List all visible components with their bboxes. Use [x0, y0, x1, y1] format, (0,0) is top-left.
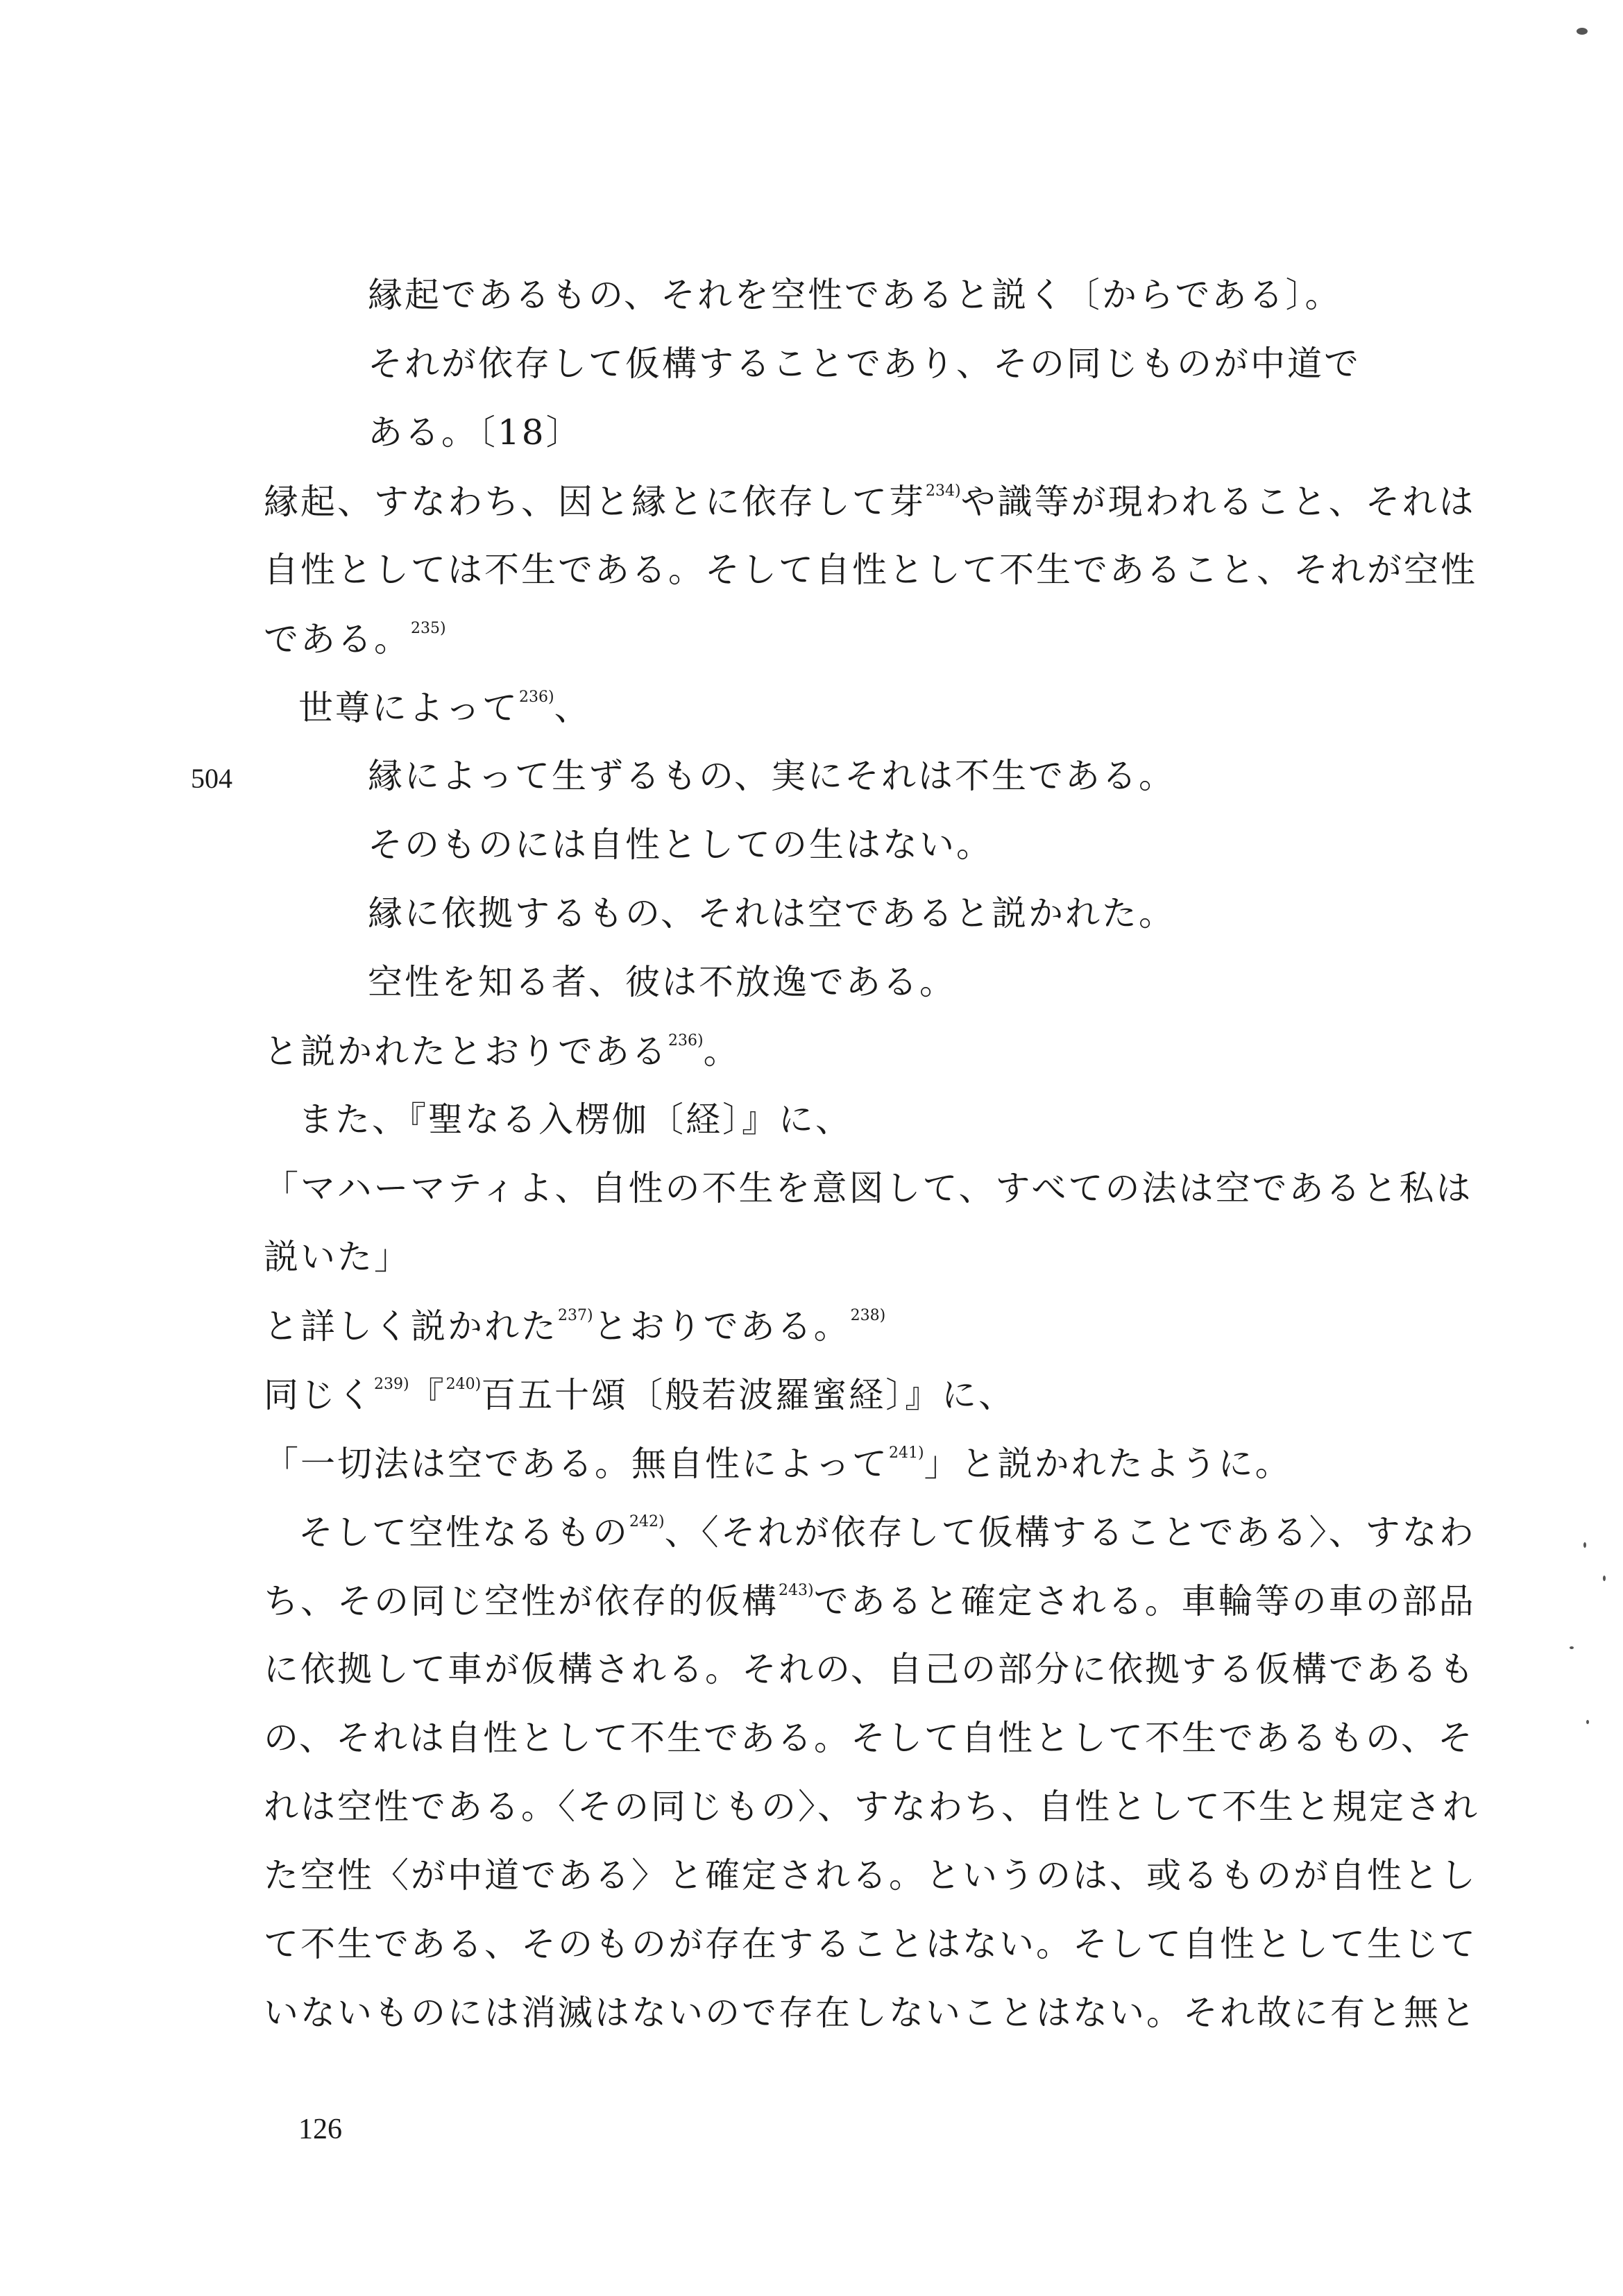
lankavatara-quote-line-2: 説いた」 [264, 1237, 411, 1277]
footnote-ref-240: 240) [445, 1376, 482, 1393]
margin-reference-number: 504 [191, 763, 232, 794]
sutra-intro-line: 同じく$^{239)}$『$^{240)}$百五十頌〔般若波羅蜜経〕』に、 [264, 1375, 1016, 1415]
commentary-line-3: である。$^{235)}$ [264, 619, 446, 659]
paragraph-line-1: そして空性なるもの$^{242)}$、〈それが依存して仮構することである〉、すなわ [298, 1512, 1476, 1553]
commentary-line-2: 自性としては不生である。そして自性として不生であること、それが空性 [264, 550, 1477, 590]
sutra-quote-line: 「一切法は空である。無自性によって$^{241)}$」と説かれたように。 [264, 1444, 1292, 1484]
footnote-ref-235: 235) [411, 620, 446, 637]
paragraph-line-7: て不生である、そのものが存在することはない。そして自性として生じて [264, 1924, 1477, 1964]
quote-close-line: と説かれたとおりである$^{236)}$。 [264, 1031, 740, 1072]
verse-line-2: それが依存して仮構することであり、その同じものが中道で [368, 344, 1361, 384]
quoted-verse-line-1: 縁によって生ずるもの、実にそれは不生である。 [368, 756, 1175, 796]
scan-speck [1577, 28, 1588, 35]
page-number: 126 [298, 2113, 342, 2145]
paragraph-line-5: れは空性である。〈その同じもの〉、すなわち、自性として不生と規定され [264, 1787, 1479, 1827]
footnote-ref-243: 243) [779, 1582, 814, 1599]
commentary-line-1: 縁起、すなわち、因と縁とに依存して芽$^{234)}$や識等が現われること、それは [264, 482, 1476, 522]
footnote-ref-234: 234) [926, 482, 961, 500]
lankavatara-close-line: と詳しく説かれた$^{237)}$とおりである。$^{238)}$ [264, 1306, 886, 1347]
scan-speck [1583, 1542, 1586, 1548]
scan-speck [1570, 1646, 1574, 1649]
lankavatara-intro-line: また、『聖なる入楞伽〔経〕』に、 [298, 1099, 852, 1140]
quoted-verse-line-4: 空性を知る者、彼は不放逸である。 [368, 962, 956, 1002]
footnote-ref-241: 241) [889, 1444, 924, 1462]
footnote-ref-239: 239) [374, 1376, 409, 1393]
paragraph-line-4: の、それは自性として不生である。そして自性として不生であるもの、そ [264, 1718, 1475, 1758]
footnote-ref-237: 237) [558, 1307, 593, 1324]
scan-speck [1603, 1576, 1606, 1581]
paragraph-line-8: いないものには消滅はないので存在しないことはない。それ故に有と無と [264, 1993, 1477, 2033]
paragraph-line-6: た空性〈が中道である〉と確定される。というのは、或るものが自性とし [264, 1855, 1477, 1896]
verse-line-1: 縁起であるもの、それを空性であると説く〔からである〕。 [368, 275, 1342, 315]
paragraph-line-3: に依拠して車が仮構される。それの、自己の部分に依拠する仮構であるも [264, 1649, 1476, 1689]
footnote-ref-242: 242) [629, 1513, 665, 1530]
scan-speck [1586, 1720, 1589, 1724]
footnote-ref-238: 238) [850, 1307, 886, 1324]
quote-intro-line: 世尊によって$^{236)}$、 [298, 688, 591, 728]
footnote-ref-236: 236) [519, 689, 554, 706]
verse-line-3: ある。〔18〕 [368, 412, 583, 453]
footnote-ref-236b: 236) [668, 1032, 704, 1049]
quoted-verse-line-3: 縁に依拠するもの、それは空であると説かれた。 [368, 893, 1175, 934]
paragraph-line-2: ち、その同じ空性が依存的仮構$^{243)}$であると確定される。車輪等の車の部品 [264, 1581, 1476, 1621]
quoted-verse-line-2: そのものには自性としての生はない。 [368, 825, 993, 865]
lankavatara-quote-line-1: 「マハーマティよ、自性の不生を意図して、すべての法は空であると私は [264, 1168, 1473, 1208]
